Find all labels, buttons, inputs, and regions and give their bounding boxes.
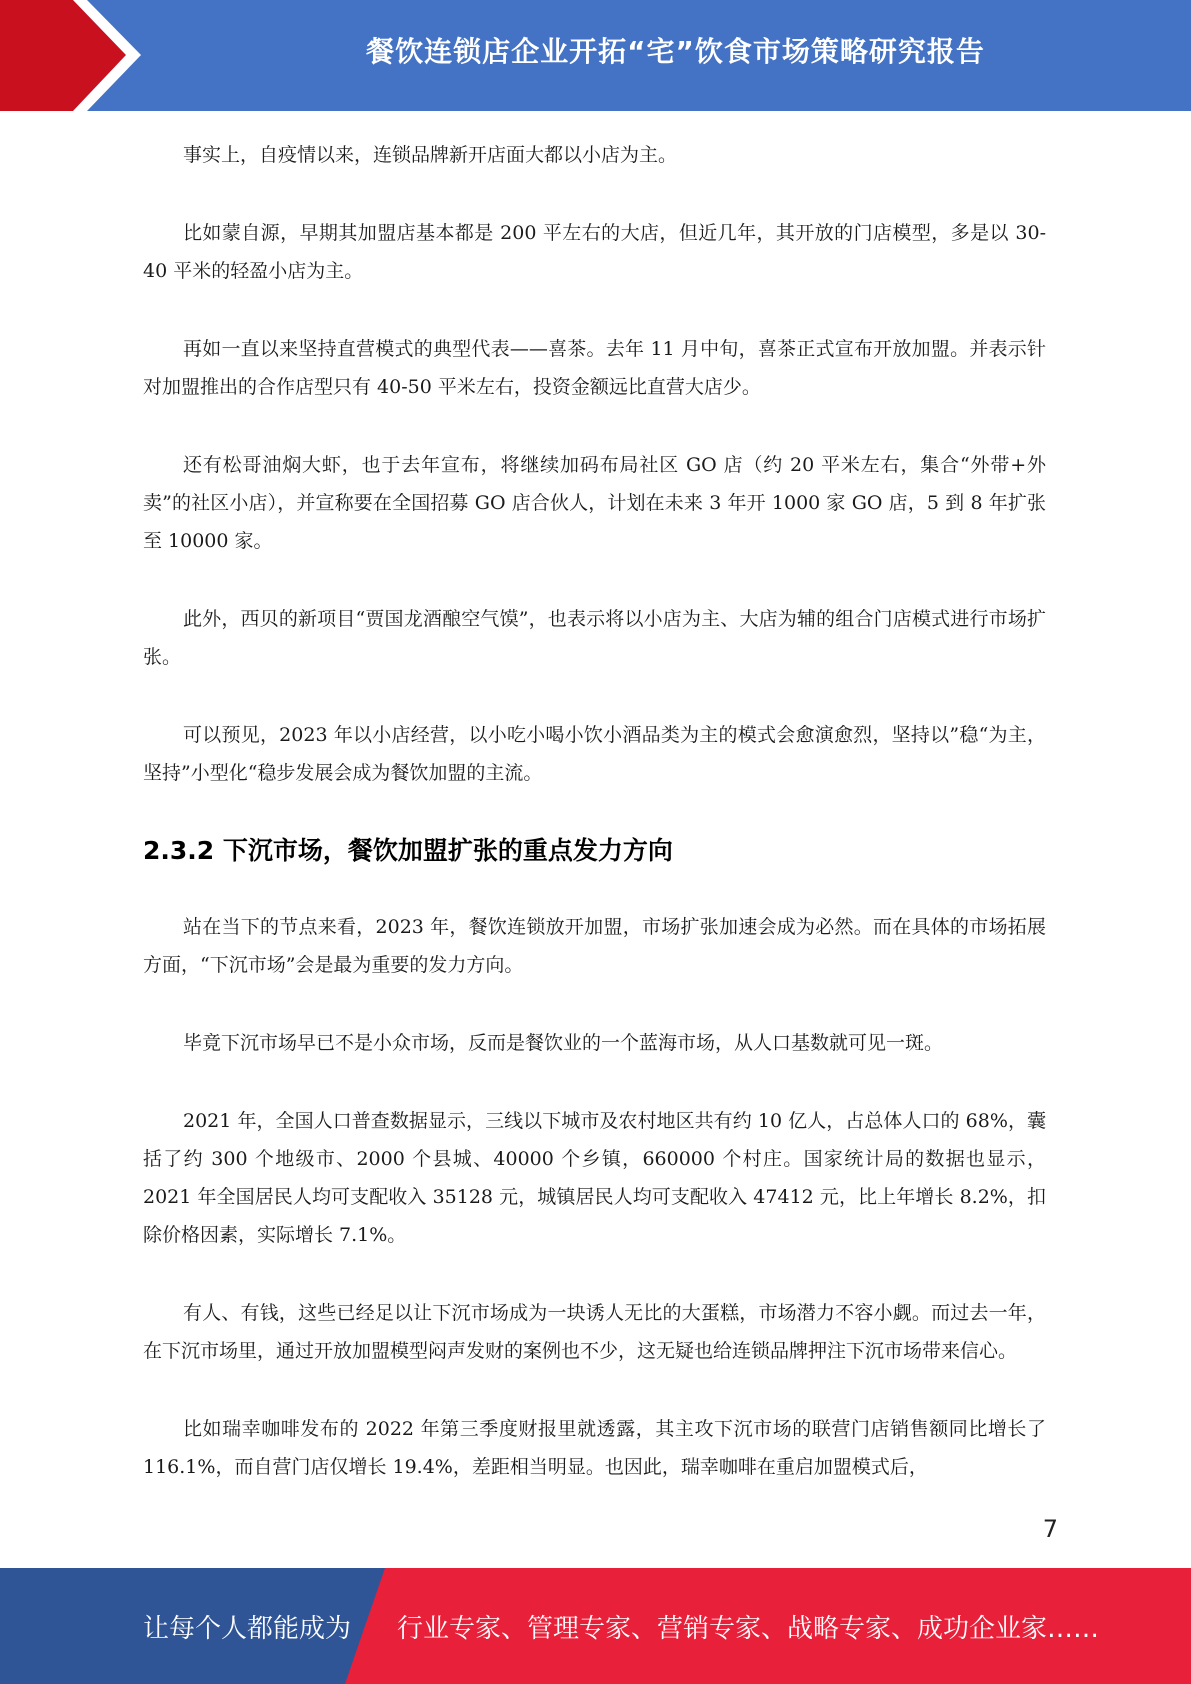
page-footer	[0, 1568, 1191, 1684]
paragraph: 还有松哥油焖大虾，也于去年宣布，将继续加码布局社区 GO 店（约 20 平米左右，集合“外带+外卖”的社区小店），并宣称要在全国招募 GO 店合伙人，计划在未来 3 年开 1000 家 GO 店，5 到 8 年扩张至 10000 家。	[143, 454, 1046, 552]
paragraph: 比如蒙自源，早期其加盟店基本都是 200 平左右的大店，但近几年，其开放的门店模型，多是以 30-40 平米的轻盈小店为主。	[143, 222, 1046, 282]
report-title: 餐饮连锁店企业开拓“宅”饮食市场策略研究报告	[366, 35, 985, 68]
paragraph: 毕竟下沉市场早已不是小众市场，反而是餐饮业的一个蓝海市场，从人口基数就可见一斑。	[183, 1032, 944, 1054]
paragraph: 站在当下的节点来看，2023 年，餐饮连锁放开加盟，市场扩张加速会成为必然。而在具体的市场拓展方面，“下沉市场”会是最为重要的发力方向。	[143, 916, 1046, 976]
footer-slogan-left: 让每个人都能成为	[143, 1613, 352, 1644]
paragraph: 事实上，自疫情以来，连锁品牌新开店面大都以小店为主。	[183, 144, 678, 166]
paragraph: 比如瑞幸咖啡发布的 2022 年第三季度财报里就透露，其主攻下沉市场的联营门店销售额同比增长了 116.1%，而自营门店仅增长 19.4%，差距相当明显。也因此，瑞幸咖啡在重启加盟模式后，	[143, 1418, 1046, 1478]
section-heading: 2.3.2 下沉市场，餐饮加盟扩张的重点发力方向	[143, 836, 673, 865]
paragraph: 有人、有钱，这些已经足以让下沉市场成为一块诱人无比的大蛋糕，市场潜力不容小觑。而过去一年，在下沉市场里，通过开放加盟模型闷声发财的案例也不少，这无疑也给连锁品牌押注下沉市场带来信心。	[143, 1302, 1046, 1362]
paragraph: 此外，西贝的新项目“贾国龙酒酿空气馍”，也表示将以小店为主、大店为辅的组合门店模式进行市场扩张。	[143, 608, 1046, 668]
header-red-block	[0, 0, 126, 111]
paragraph: 再如一直以来坚持直营模式的典型代表——喜茶。去年 11 月中旬，喜茶正式宣布开放加盟。并表示针对加盟推出的合作店型只有 40-50 平米左右，投资金额远比直营大店少。	[143, 338, 1046, 398]
document-body	[143, 136, 1046, 1526]
header-chevron-decoration	[0, 0, 160, 111]
paragraph: 可以预见，2023 年以小店经营，以小吃小喝小饮小酒品类为主的模式会愈演愈烈，坚持以”稳“为主，坚持”小型化“稳步发展会成为餐饮加盟的主流。	[143, 724, 1046, 784]
page-number: 7	[1042, 1515, 1058, 1543]
paragraph: 2021 年，全国人口普查数据显示，三线以下城市及农村地区共有约 10 亿人，占总体人口的 68%，囊括了约 300 个地级市、2000 个县城、40000 个乡镇，660000 个村庄。国家统计局的数据也显示，2021 年全国居民人均可支配收入 35128 元，城镇居民人均可支配收入 47412 元，比上年增长 8.2%，扣除价格因素，实际增长 7.1%。	[143, 1110, 1046, 1246]
footer-slogan-right: 行业专家、管理专家、营销专家、战略专家、成功企业家……	[397, 1613, 1100, 1644]
page-header	[0, 0, 1191, 111]
